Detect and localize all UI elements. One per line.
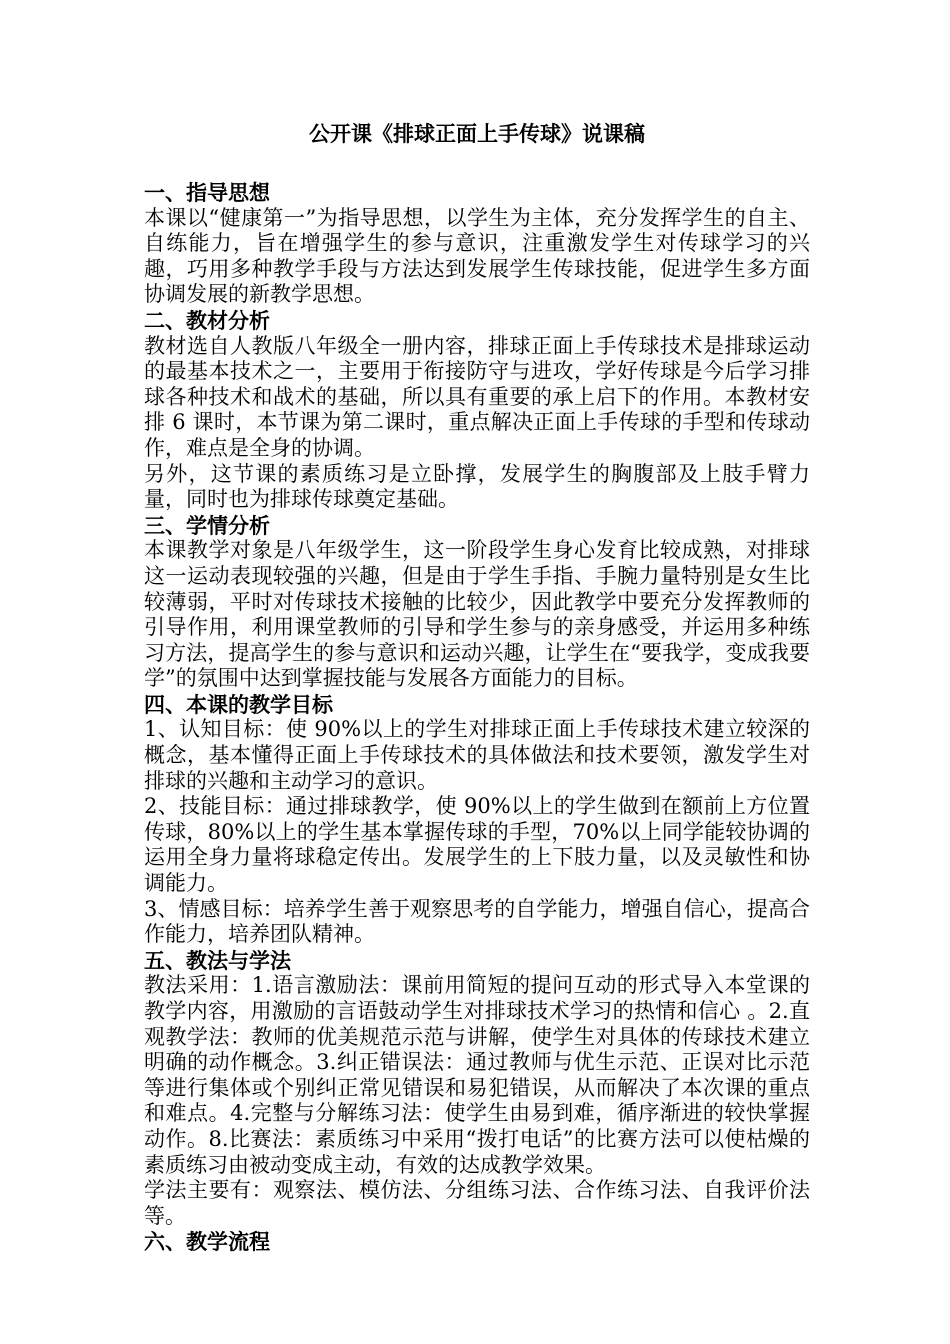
- paragraph-learning-methods: 学法主要有：观察法、模仿法、分组练习法、合作练习法、自我评价法等。: [144, 1178, 810, 1228]
- paragraph-guiding-ideology: 本课以“健康第一”为指导思想，以学生为主体，充分发挥学生的自主、自练能力，旨在增强学生的参与意识，注重激发学生对传球学习的兴趣，巧用多种教学手段与方法达到发展学生传球技能，促进学生多方面协调发展的新教学思想。: [144, 205, 810, 307]
- section-heading-student-analysis: 三、学情分析: [144, 512, 270, 538]
- paragraph-skill-goal: 2、技能目标：通过排球教学，使 90%以上的学生做到在额前上方位置传球，80%以上的学生基本掌握传球的手型，70%以上同学能较协调的运用全身力量将球稳定传出。发展学生的上下肢力量，以及灵敏性和协调能力。: [144, 794, 810, 896]
- document-body: [144, 121, 810, 1255]
- document-title: 公开课《排球正面上手传球》说课稿: [309, 121, 645, 146]
- section-heading-material-analysis: 二、教材分析: [144, 307, 270, 333]
- paragraph-material-analysis: 教材选自人教版八年级全一册内容，排球正面上手传球技术是排球运动的最基本技术之一，主要用于衔接防守与进攻，学好传球是今后学习排球各种技术和战术的基础，所以具有重要的承上启下的作用。本教材安排 6 课时，本节课为第二课时，重点解决正面上手传球的手型和传球动作，难点是全身的协调。: [144, 333, 810, 460]
- paragraph-cognitive-goal: 1、认知目标：使 90%以上的学生对排球正面上手传球技术建立较深的概念，基本懂得正面上手传球技术的具体做法和技术要领，激发学生对排球的兴趣和主动学习的意识。: [144, 717, 810, 793]
- section-heading-guiding-ideology: 一、指导思想: [144, 180, 270, 205]
- section-heading-methods: 五、教法与学法: [144, 947, 291, 973]
- paragraph-teaching-methods: 教法采用：1.语言激励法：课前用简短的提问互动的形式导入本堂课的教学内容，用激励的言语鼓动学生对排球技术学习的热情和信心 。2.直观教学法：教师的优美规范示范与讲解，使学生对具体的传球技术建立明确的动作概念。3.纠正错误法：通过教师与优生示范、正误对比示范等进行集体或个别纠正常见错误和易犯错误，从而解决了本次课的重点和难点。4.完整与分解练习法：使学生由易到难，循序渐进的较快掌握动作。8.比赛法：素质练习中采用“拨打电话”的比赛方法可以使枯燥的素质练习由被动变成主动，有效的达成教学效果。: [144, 973, 810, 1177]
- paragraph-emotional-goal: 3、情感目标：培养学生善于观察思考的自学能力，增强自信心，提高合作能力，培养团队精神。: [144, 896, 810, 947]
- section-heading-teaching-goals: 四、本课的教学目标: [144, 691, 333, 717]
- paragraph-student-analysis: 本课教学对象是八年级学生，这一阶段学生身心发育比较成熟，对排球这一运动表现较强的兴趣，但是由于学生手指、手腕力量特别是女生比较薄弱，平时对传球技术接触的比较少，因此教学中要充分发挥教师的引导作用，利用课堂教师的引导和学生参与的亲身感受，并运用多种练习方法，提高学生的参与意识和运动兴趣，让学生在“要我学，变成我要学”的氛围中达到掌握技能与发展各方面能力的目标。: [144, 538, 810, 691]
- section-heading-teaching-process: 六、教学流程: [144, 1229, 270, 1255]
- paragraph-material-analysis-extra: 另外，这节课的素质练习是立卧撑，发展学生的胸腹部及上肢手臂力量，同时也为排球传球奠定基础。: [144, 461, 810, 512]
